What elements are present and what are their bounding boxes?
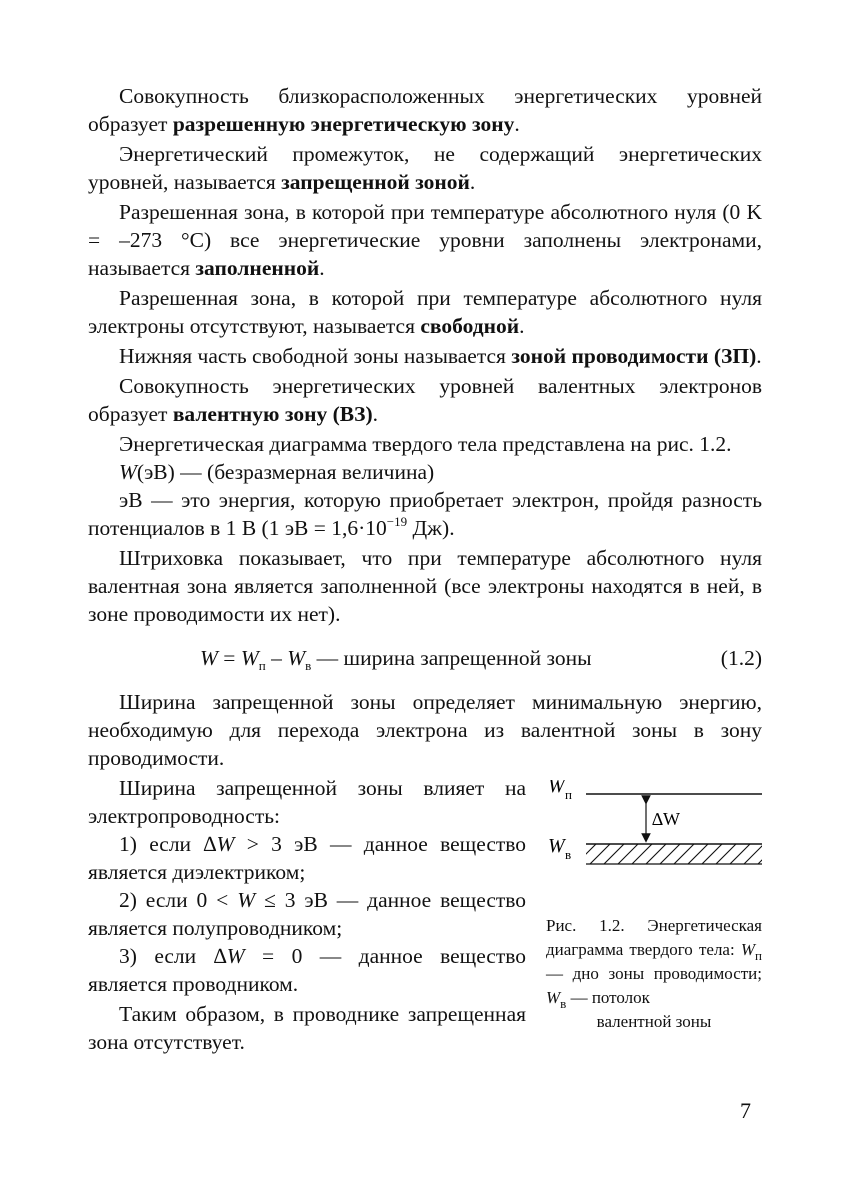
page-number: 7 [740, 1098, 751, 1123]
list-item-conductor: 3) если ∆W = 0 — данное вещество является проводником. [88, 944, 526, 996]
formula-band-gap [88, 644, 762, 672]
label-wv-sub: в [565, 847, 572, 862]
paragraph-energy-unit: W(эВ) — (безразмерная величина) [119, 460, 435, 484]
paragraph-allowed-band: Совокупность близкорасположенных энергетических уровней образует разрешенную энергетическую зону. [88, 84, 762, 136]
paragraph-diagram-ref: Энергетическая диаграмма твердого тела представлена на рис. 1.2. [119, 432, 732, 456]
formula-number: (1.2) [720, 646, 762, 670]
paragraph-forbidden-band: Энергетический промежуток, не содержащий энергетических уровней, называется запрещенной зоной. [88, 142, 762, 194]
term-forbidden-band: запрещенной зоной [281, 170, 470, 194]
paragraph-conclusion: Таким образом, в проводнике запрещенная зона отсутствует. [88, 1002, 526, 1054]
figure-caption: Рис. 1.2. Энергетическая диаграмма твердого тела: $W_п$ — дно зоны проводимости; $W_в$ — потолок валентной зоны [546, 916, 762, 1031]
paragraph-valence-band: Совокупность энергетических уровней валентных электронов образует валентную зону (ВЗ). [88, 374, 762, 426]
energy-diagram-figure [546, 780, 762, 1031]
paragraph-free-band: Разрешенная зона, в которой при температуре абсолютного нуля электроны отсутствуют, называется свободной. [88, 286, 762, 338]
paragraph-filled-band: Разрешенная зона, в которой при температуре абсолютного нуля (0 K = –273 °C) все энергетические уровни заполнены электронами, называется заполненной. [88, 200, 762, 280]
paragraph-band-gap-meaning: Ширина запрещенной зоны определяет минимальную энергию, необходимую для перехода электрона из валентной зоны в зону проводимости. [88, 690, 762, 770]
formula-expression: $W = W_п - W_в$ — ширина запрещенной зоны [200, 646, 592, 673]
term-valence-band: валентную зону (ВЗ) [172, 402, 373, 426]
list-item-semiconductor: 2) если 0 < W ≤ 3 эВ — данное вещество является полупроводником; [88, 888, 527, 940]
paragraph-ev-definition: эВ — это энергия, которую приобретает электрон, пройдя разность потенциалов в 1 В (1 эВ = $1,6\cdot 10^{-19}$ Дж). [88, 488, 762, 540]
term-filled-band: заполненной [195, 256, 320, 280]
energy-diagram [546, 780, 762, 900]
paragraph-conductivity-intro: Ширина запрещенной зоны влияет на электропроводность: [88, 776, 526, 828]
paragraph-hatching: Штриховка показывает, что при температуре абсолютного нуля валентная зона является заполненной (все электроны находятся в ней, в зоне проводимости их нет). [88, 546, 762, 626]
conductivity-list [88, 774, 526, 1056]
page-body [88, 82, 762, 1056]
label-delta-w: ∆W [652, 809, 681, 829]
label-wp: W [548, 780, 565, 797]
term-free-band: свободной [420, 314, 520, 338]
paragraph-conduction-band: Нижняя часть свободной зоны называется зоной проводимости (ЗП). [119, 344, 762, 368]
term-allowed-band: разрешенную энергетическую зону [172, 112, 515, 136]
valence-band-hatching [576, 844, 762, 864]
list-item-dielectric: 1) если ∆W > 3 эВ — данное вещество является диэлектриком; [88, 832, 527, 884]
two-column-block [88, 774, 762, 1056]
term-conduction-band: зоной проводимости (ЗП) [511, 344, 757, 368]
label-wp-sub: п [565, 787, 572, 802]
label-wv: W [548, 835, 565, 857]
